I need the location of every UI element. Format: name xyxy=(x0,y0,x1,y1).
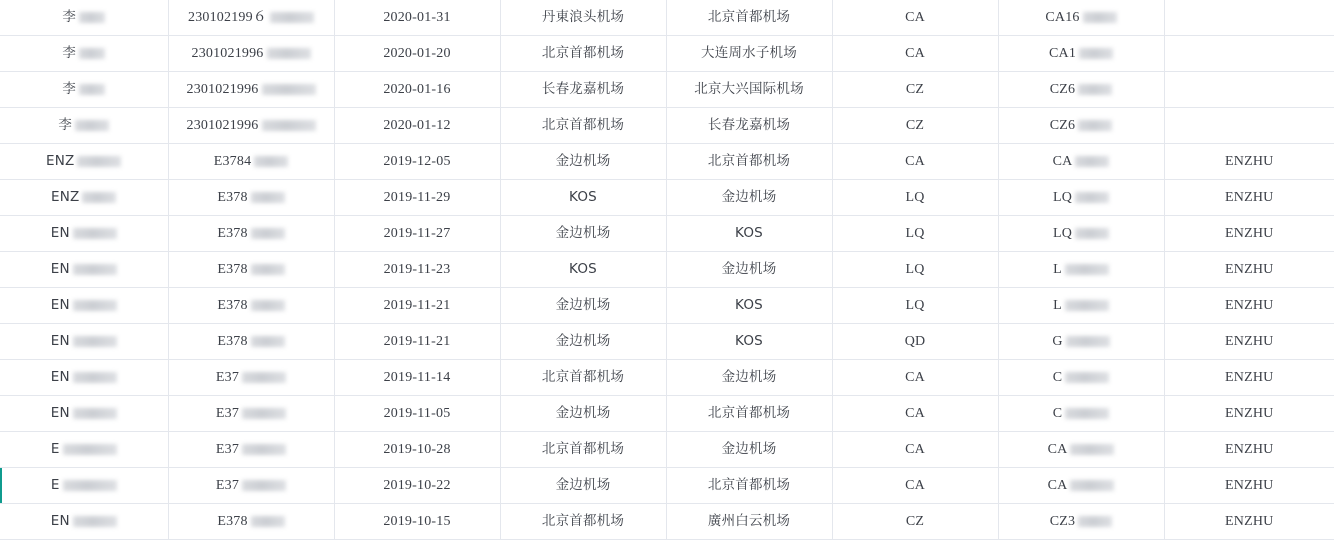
table-row[interactable] xyxy=(0,216,1334,252)
cell-flight-number-text: CA xyxy=(1047,441,1068,457)
cell-departure-airport xyxy=(500,216,666,252)
redacted-text-block xyxy=(1065,408,1109,419)
redacted-text-block xyxy=(270,12,314,23)
cell-tag-text: ENZHU xyxy=(1225,297,1274,313)
cell-flight-number xyxy=(998,468,1164,504)
cell-departure-airport xyxy=(500,396,666,432)
cell-passenger-name xyxy=(0,396,168,432)
cell-arrival-airport xyxy=(666,252,832,288)
cell-passenger-name-text: 李 xyxy=(62,45,77,61)
redacted-text-block xyxy=(73,408,117,419)
table-row[interactable] xyxy=(0,144,1334,180)
cell-id-number-text: E378 xyxy=(217,189,248,205)
cell-airline-code-text: CZ xyxy=(905,513,925,529)
cell-tag-text: ENZHU xyxy=(1225,189,1274,205)
table-row[interactable] xyxy=(0,108,1334,144)
table-row[interactable] xyxy=(0,360,1334,396)
cell-arrival-airport xyxy=(666,468,832,504)
cell-airline-code xyxy=(832,252,998,288)
cell-flight-date-text: 2019-12-05 xyxy=(383,153,451,169)
cell-arrival-airport-text: KOS xyxy=(735,297,763,313)
redacted-text-block xyxy=(63,444,117,455)
cell-flight-date-text: 2019-11-14 xyxy=(383,369,451,385)
cell-departure-airport xyxy=(500,72,666,108)
cell-flight-date-text: 2019-10-15 xyxy=(383,513,451,529)
cell-departure-airport xyxy=(500,36,666,72)
redacted-text-block xyxy=(251,516,285,527)
redacted-text-block xyxy=(242,408,286,419)
cell-id-number xyxy=(168,36,334,72)
redacted-text-block xyxy=(267,48,311,59)
cell-departure-airport xyxy=(500,0,666,36)
cell-departure-airport xyxy=(500,108,666,144)
cell-id-number xyxy=(168,72,334,108)
cell-arrival-airport xyxy=(666,360,832,396)
cell-departure-airport xyxy=(500,324,666,360)
cell-passenger-name-text: 李 xyxy=(62,81,77,97)
cell-arrival-airport xyxy=(666,432,832,468)
cell-id-number xyxy=(168,432,334,468)
redacted-text-block xyxy=(77,156,121,167)
redacted-text-block xyxy=(1070,444,1114,455)
cell-departure-airport-text: 金边机场 xyxy=(555,297,611,313)
cell-airline-code-text: QD xyxy=(904,333,926,349)
cell-arrival-airport xyxy=(666,504,832,540)
cell-airline-code xyxy=(832,36,998,72)
cell-flight-number-text: LQ xyxy=(1052,225,1073,241)
redacted-text-block xyxy=(251,300,285,311)
cell-airline-code xyxy=(832,180,998,216)
cell-id-number-text: E37 xyxy=(215,477,240,493)
cell-passenger-name xyxy=(0,180,168,216)
cell-tag xyxy=(1164,360,1334,396)
cell-flight-date xyxy=(334,432,500,468)
redacted-text-block xyxy=(79,84,105,95)
cell-flight-number xyxy=(998,324,1164,360)
cell-flight-number xyxy=(998,72,1164,108)
cell-passenger-name-text: 李 xyxy=(62,9,77,25)
table-row[interactable] xyxy=(0,72,1334,108)
cell-tag-text: ENZHU xyxy=(1225,513,1274,529)
cell-airline-code xyxy=(832,108,998,144)
cell-passenger-name xyxy=(0,144,168,180)
cell-airline-code-text: CA xyxy=(905,153,925,169)
cell-flight-number xyxy=(998,0,1164,36)
cell-flight-date xyxy=(334,216,500,252)
cell-passenger-name-text: ENZ xyxy=(46,153,75,169)
cell-departure-airport-text: 北京首都机场 xyxy=(541,441,625,457)
cell-airline-code xyxy=(832,504,998,540)
cell-id-number xyxy=(168,324,334,360)
cell-departure-airport-text: 金边机场 xyxy=(555,333,611,349)
cell-flight-date xyxy=(334,36,500,72)
table-row[interactable] xyxy=(0,396,1334,432)
cell-flight-number-text: LQ xyxy=(1052,189,1073,205)
redacted-text-block xyxy=(1075,228,1109,239)
redacted-text-block xyxy=(242,480,286,491)
cell-passenger-name-text: EN xyxy=(50,297,70,313)
cell-flight-date-text: 2019-11-21 xyxy=(383,297,451,313)
cell-flight-number-text: CA1 xyxy=(1048,45,1077,61)
redacted-text-block xyxy=(242,372,286,383)
redacted-text-block xyxy=(1083,12,1117,23)
cell-arrival-airport xyxy=(666,36,832,72)
cell-tag xyxy=(1164,0,1334,36)
cell-passenger-name-text: E xyxy=(50,441,60,457)
redacted-text-block xyxy=(79,12,105,23)
redacted-text-block xyxy=(251,228,285,239)
cell-flight-date xyxy=(334,252,500,288)
cell-id-number xyxy=(168,252,334,288)
cell-flight-date-text: 2020-01-12 xyxy=(383,117,451,133)
cell-id-number-text: 2301021996 xyxy=(186,81,259,97)
cell-arrival-airport-text: 金边机场 xyxy=(721,189,777,205)
cell-flight-date-text: 2020-01-16 xyxy=(383,81,451,97)
cell-flight-date xyxy=(334,396,500,432)
cell-arrival-airport xyxy=(666,144,832,180)
cell-flight-date-text: 2020-01-20 xyxy=(383,45,451,61)
cell-id-number-text: E378 xyxy=(217,333,248,349)
cell-id-number xyxy=(168,288,334,324)
cell-passenger-name-text: EN xyxy=(50,513,70,529)
cell-departure-airport xyxy=(500,144,666,180)
cell-flight-date xyxy=(334,180,500,216)
cell-tag xyxy=(1164,72,1334,108)
redacted-text-block xyxy=(1075,156,1109,167)
cell-flight-number xyxy=(998,396,1164,432)
table-row[interactable] xyxy=(0,288,1334,324)
cell-tag xyxy=(1164,432,1334,468)
cell-departure-airport xyxy=(500,180,666,216)
cell-tag-text: ENZHU xyxy=(1225,405,1274,421)
cell-airline-code xyxy=(832,0,998,36)
cell-id-number xyxy=(168,396,334,432)
cell-id-number-text: E378 xyxy=(217,225,248,241)
cell-arrival-airport-text: 金边机场 xyxy=(721,441,777,457)
cell-airline-code-text: LQ xyxy=(905,261,925,277)
redacted-text-block xyxy=(1066,336,1110,347)
cell-airline-code-text: CA xyxy=(905,441,925,457)
cell-id-number-text: E378 xyxy=(217,513,248,529)
cell-arrival-airport xyxy=(666,288,832,324)
redacted-text-block xyxy=(1065,300,1109,311)
cell-arrival-airport-text: 大连周水子机场 xyxy=(701,45,797,61)
cell-arrival-airport-text: 廣州白云机场 xyxy=(707,513,791,529)
cell-departure-airport xyxy=(500,360,666,396)
cell-arrival-airport xyxy=(666,180,832,216)
cell-tag xyxy=(1164,252,1334,288)
cell-arrival-airport xyxy=(666,216,832,252)
cell-passenger-name-text: 李 xyxy=(58,117,73,133)
redacted-text-block xyxy=(1075,192,1109,203)
cell-airline-code-text: CZ xyxy=(905,117,925,133)
cell-flight-number-text: C xyxy=(1052,405,1063,421)
cell-departure-airport-text: KOS xyxy=(569,261,597,277)
redacted-text-block xyxy=(1065,264,1109,275)
cell-departure-airport xyxy=(500,252,666,288)
cell-departure-airport xyxy=(500,432,666,468)
cell-departure-airport-text: 金边机场 xyxy=(555,477,611,493)
cell-airline-code-text: CA xyxy=(905,45,925,61)
cell-arrival-airport xyxy=(666,324,832,360)
cell-departure-airport-text: 丹東浪头机场 xyxy=(541,9,625,25)
cell-flight-number-text: CZ6 xyxy=(1049,81,1076,97)
cell-flight-number-text: CA xyxy=(1052,153,1073,169)
cell-flight-number-text: CA16 xyxy=(1045,9,1080,25)
cell-tag-text: ENZHU xyxy=(1225,477,1274,493)
redacted-text-block xyxy=(82,192,116,203)
cell-departure-airport-text: 北京首都机场 xyxy=(541,369,625,385)
redacted-text-block xyxy=(251,264,285,275)
table-row[interactable] xyxy=(0,0,1334,36)
table-row[interactable] xyxy=(0,252,1334,288)
cell-airline-code-text: LQ xyxy=(905,297,925,313)
cell-arrival-airport-text: 长春龙嘉机场 xyxy=(707,117,791,133)
cell-passenger-name xyxy=(0,252,168,288)
cell-airline-code xyxy=(832,72,998,108)
cell-id-number xyxy=(168,504,334,540)
cell-tag xyxy=(1164,504,1334,540)
cell-flight-date xyxy=(334,0,500,36)
cell-flight-number xyxy=(998,504,1164,540)
cell-id-number xyxy=(168,216,334,252)
redacted-text-block xyxy=(262,120,316,131)
cell-departure-airport-text: 北京首都机场 xyxy=(541,513,625,529)
cell-airline-code xyxy=(832,468,998,504)
cell-passenger-name xyxy=(0,324,168,360)
redacted-text-block xyxy=(251,192,285,203)
cell-flight-date xyxy=(334,468,500,504)
cell-id-number xyxy=(168,468,334,504)
cell-tag xyxy=(1164,216,1334,252)
redacted-text-block xyxy=(73,300,117,311)
table-row[interactable] xyxy=(0,468,1334,504)
redacted-text-block xyxy=(75,120,109,131)
cell-id-number-text: E3784 xyxy=(213,153,252,169)
cell-tag xyxy=(1164,396,1334,432)
redacted-text-block xyxy=(63,480,117,491)
cell-airline-code-text: LQ xyxy=(905,189,925,205)
cell-id-number xyxy=(168,108,334,144)
table-row[interactable] xyxy=(0,180,1334,216)
redacted-text-block xyxy=(79,48,105,59)
cell-arrival-airport-text: 金边机场 xyxy=(721,261,777,277)
cell-flight-date xyxy=(334,72,500,108)
cell-tag xyxy=(1164,108,1334,144)
row-selection-marker xyxy=(0,468,2,503)
cell-flight-number xyxy=(998,432,1164,468)
cell-flight-number xyxy=(998,216,1164,252)
cell-tag-text: ENZHU xyxy=(1225,441,1274,457)
redacted-text-block xyxy=(254,156,288,167)
cell-departure-airport xyxy=(500,288,666,324)
redacted-text-block xyxy=(1078,120,1112,131)
cell-departure-airport-text: 金边机场 xyxy=(555,225,611,241)
cell-flight-number-text: CA xyxy=(1047,477,1068,493)
cell-arrival-airport-text: 北京首都机场 xyxy=(707,477,791,493)
redacted-text-block xyxy=(73,228,117,239)
cell-id-number xyxy=(168,360,334,396)
redacted-text-block xyxy=(1078,84,1112,95)
cell-id-number-text: 230102199６ xyxy=(188,9,267,25)
cell-passenger-name-text: EN xyxy=(50,405,70,421)
redacted-text-block xyxy=(1078,516,1112,527)
cell-airline-code xyxy=(832,396,998,432)
cell-flight-number xyxy=(998,144,1164,180)
redacted-text-block xyxy=(1079,48,1113,59)
cell-departure-airport xyxy=(500,468,666,504)
cell-tag xyxy=(1164,288,1334,324)
cell-airline-code xyxy=(832,288,998,324)
cell-id-number-text: E37 xyxy=(215,441,240,457)
cell-airline-code-text: LQ xyxy=(905,225,925,241)
cell-passenger-name-text: EN xyxy=(50,333,70,349)
cell-arrival-airport xyxy=(666,108,832,144)
cell-id-number-text: E378 xyxy=(217,261,248,277)
cell-flight-number xyxy=(998,252,1164,288)
cell-passenger-name-text: E xyxy=(50,477,60,493)
cell-flight-number-text: CZ6 xyxy=(1049,117,1076,133)
cell-flight-date xyxy=(334,144,500,180)
redacted-text-block xyxy=(73,264,117,275)
cell-passenger-name xyxy=(0,72,168,108)
redacted-text-block xyxy=(242,444,286,455)
cell-passenger-name xyxy=(0,0,168,36)
cell-passenger-name xyxy=(0,216,168,252)
cell-arrival-airport-text: 北京首都机场 xyxy=(707,405,791,421)
redacted-text-block xyxy=(1065,372,1109,383)
cell-arrival-airport-text: 北京首都机场 xyxy=(707,153,791,169)
cell-departure-airport-text: 金边机场 xyxy=(555,153,611,169)
cell-airline-code xyxy=(832,360,998,396)
cell-arrival-airport-text: KOS xyxy=(735,333,763,349)
cell-id-number xyxy=(168,144,334,180)
redacted-text-block xyxy=(262,84,316,95)
cell-passenger-name-text: EN xyxy=(50,225,70,241)
cell-passenger-name xyxy=(0,504,168,540)
cell-departure-airport-text: 北京首都机场 xyxy=(541,117,625,133)
cell-flight-number-text: L xyxy=(1053,261,1062,277)
cell-passenger-name xyxy=(0,360,168,396)
cell-flight-date xyxy=(334,504,500,540)
cell-arrival-airport xyxy=(666,0,832,36)
cell-tag xyxy=(1164,36,1334,72)
cell-flight-number xyxy=(998,360,1164,396)
cell-id-number-text: E37 xyxy=(215,369,240,385)
cell-arrival-airport-text: 北京大兴国际机场 xyxy=(694,81,804,97)
cell-tag-text: ENZHU xyxy=(1225,261,1274,277)
cell-id-number-text: 2301021996 xyxy=(186,117,259,133)
cell-flight-number xyxy=(998,180,1164,216)
cell-flight-date-text: 2019-11-27 xyxy=(383,225,451,241)
cell-flight-number-text: G xyxy=(1052,333,1063,349)
cell-airline-code xyxy=(832,216,998,252)
cell-flight-date-text: 2020-01-31 xyxy=(383,9,451,25)
cell-flight-date xyxy=(334,288,500,324)
cell-tag xyxy=(1164,468,1334,504)
cell-flight-date-text: 2019-11-29 xyxy=(383,189,451,205)
cell-passenger-name-text: EN xyxy=(50,369,70,385)
cell-passenger-name xyxy=(0,108,168,144)
cell-airline-code xyxy=(832,324,998,360)
cell-passenger-name xyxy=(0,36,168,72)
redacted-text-block xyxy=(1070,480,1114,491)
cell-airline-code-text: CA xyxy=(905,405,925,421)
table-row[interactable] xyxy=(0,432,1334,468)
cell-flight-date xyxy=(334,108,500,144)
cell-flight-date-text: 2019-11-05 xyxy=(383,405,451,421)
cell-flight-number-text: CZ3 xyxy=(1049,513,1076,529)
cell-airline-code-text: CA xyxy=(905,477,925,493)
cell-id-number xyxy=(168,180,334,216)
cell-arrival-airport-text: 北京首都机场 xyxy=(707,9,791,25)
redacted-text-block xyxy=(251,336,285,347)
cell-airline-code-text: CA xyxy=(905,9,925,25)
cell-departure-airport xyxy=(500,504,666,540)
cell-passenger-name-text: EN xyxy=(50,261,70,277)
cell-passenger-name xyxy=(0,288,168,324)
cell-tag xyxy=(1164,180,1334,216)
cell-arrival-airport-text: 金边机场 xyxy=(721,369,777,385)
cell-passenger-name-text: ENZ xyxy=(51,189,80,205)
cell-flight-number-text: L xyxy=(1053,297,1062,313)
cell-flight-number xyxy=(998,108,1164,144)
cell-flight-number-text: C xyxy=(1052,369,1063,385)
cell-arrival-airport xyxy=(666,72,832,108)
cell-tag-text: ENZHU xyxy=(1225,369,1274,385)
cell-flight-number xyxy=(998,288,1164,324)
cell-arrival-airport xyxy=(666,396,832,432)
cell-departure-airport-text: 北京首都机场 xyxy=(541,45,625,61)
redacted-text-block xyxy=(73,516,117,527)
cell-airline-code-text: CA xyxy=(905,369,925,385)
cell-airline-code xyxy=(832,432,998,468)
cell-departure-airport-text: 金边机场 xyxy=(555,405,611,421)
redacted-text-block xyxy=(73,372,117,383)
cell-arrival-airport-text: KOS xyxy=(735,225,763,241)
cell-flight-date xyxy=(334,324,500,360)
cell-id-number-text: E37 xyxy=(215,405,240,421)
cell-tag-text: ENZHU xyxy=(1225,333,1274,349)
cell-flight-date xyxy=(334,360,500,396)
cell-flight-date-text: 2019-11-23 xyxy=(383,261,451,277)
cell-departure-airport-text: KOS xyxy=(569,189,597,205)
cell-passenger-name xyxy=(0,432,168,468)
cell-passenger-name xyxy=(0,468,168,504)
cell-airline-code-text: CZ xyxy=(905,81,925,97)
redacted-text-block xyxy=(73,336,117,347)
cell-flight-date-text: 2019-10-22 xyxy=(383,477,451,493)
cell-airline-code xyxy=(832,144,998,180)
cell-tag xyxy=(1164,144,1334,180)
cell-flight-date-text: 2019-10-28 xyxy=(383,441,451,457)
table-row[interactable] xyxy=(0,324,1334,360)
cell-tag xyxy=(1164,324,1334,360)
cell-tag-text: ENZHU xyxy=(1225,153,1274,169)
cell-id-number-text: 2301021996 xyxy=(191,45,264,61)
cell-flight-number xyxy=(998,36,1164,72)
cell-id-number xyxy=(168,0,334,36)
cell-departure-airport-text: 长春龙嘉机场 xyxy=(541,81,625,97)
cell-tag-text: ENZHU xyxy=(1225,225,1274,241)
cell-flight-date-text: 2019-11-21 xyxy=(383,333,451,349)
table-row[interactable] xyxy=(0,504,1334,540)
cell-id-number-text: E378 xyxy=(217,297,248,313)
table-row[interactable] xyxy=(0,36,1334,72)
